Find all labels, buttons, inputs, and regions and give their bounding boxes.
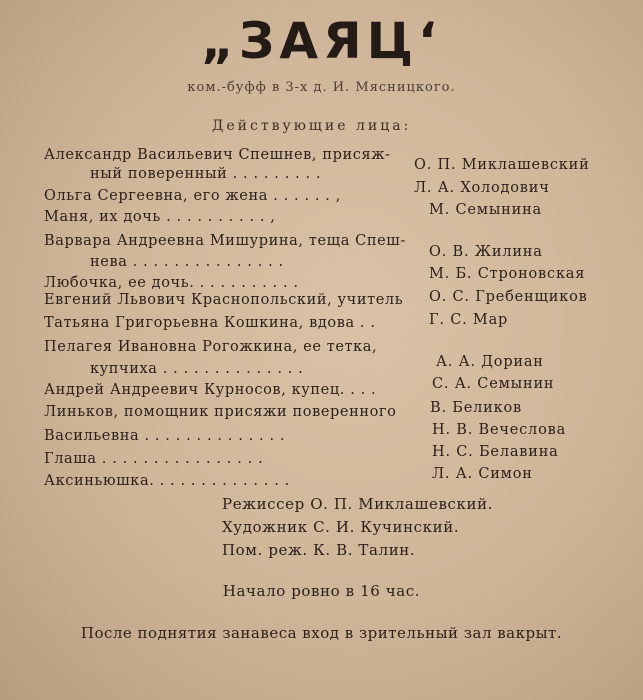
start-time: Начало ровно в 16 час. <box>222 582 421 600</box>
actor-name: Н. С. Белавина <box>432 444 559 460</box>
actor-name: Н. В. Вечеслова <box>432 422 567 438</box>
actor-name: М. Б. Строновская <box>429 266 586 282</box>
role-line: нева . . . . . . . . . . . . . . . <box>90 254 284 270</box>
actor-name: О. В. Жилина <box>429 244 543 260</box>
actor-name: М. Семынина <box>429 202 542 218</box>
director-credit: Режиссер О. П. Миклашевский. <box>222 495 494 513</box>
role-line: Ольга Сергеевна, его жена . . . . . . , <box>44 188 341 204</box>
assistant-director-credit: Пом. реж. К. В. Талин. <box>222 541 416 559</box>
role-line: Любочка, ее дочь. . . . . . . . . . . <box>44 275 299 291</box>
actor-name: Г. С. Мар <box>429 312 509 328</box>
role-line: Линьков, помощник присяжи поверенного <box>44 404 397 420</box>
role-line: Александр Васильевич Спешнев, присяж- <box>44 147 391 163</box>
role-line: Аксиньюшка. . . . . . . . . . . . . . <box>44 473 290 489</box>
role-line: Андрей Андреевич Курносов, купец. . . . <box>44 382 377 398</box>
role-line: Евгений Львович Краснопольский, учитель <box>44 292 404 308</box>
play-title: „ЗАЯЦ‘ <box>201 12 442 70</box>
role-line: купчиха . . . . . . . . . . . . . . <box>90 361 304 377</box>
actor-name: С. А. Семынин <box>432 376 555 392</box>
actor-name: О. П. Миклашевский <box>414 157 590 173</box>
cast-heading: Действующие лица: <box>212 118 412 134</box>
actor-name: Л. А. Симон <box>432 466 533 482</box>
role-line: Пелагея Ивановна Рогожкина, ее тетка, <box>44 339 378 355</box>
entry-notice: После поднятия занавеса вход в зрительный зал вакрыт. <box>80 624 563 642</box>
role-line: Глаша . . . . . . . . . . . . . . . . <box>44 451 264 467</box>
play-subtitle: ком.-буфф в 3-х д. И. Мясницкого. <box>187 80 456 95</box>
role-line: Васильевна . . . . . . . . . . . . . . <box>44 428 286 444</box>
role-line: ный поверенный . . . . . . . . . <box>90 166 322 182</box>
artist-credit: Художник С. И. Кучинский. <box>222 518 460 536</box>
role-line: Маня, их дочь . . . . . . . . . . , <box>44 209 276 225</box>
role-line: Варвара Андреевна Мишурина, теща Спеш- <box>44 233 406 249</box>
actor-name: Л. А. Холодович <box>414 180 550 196</box>
role-line: Татьяна Григорьевна Кошкина, вдова . . <box>44 315 376 331</box>
actor-name: В. Беликов <box>430 400 522 416</box>
actor-name: А. А. Дориан <box>436 354 544 370</box>
actor-name: О. С. Гребенщиков <box>429 289 588 305</box>
